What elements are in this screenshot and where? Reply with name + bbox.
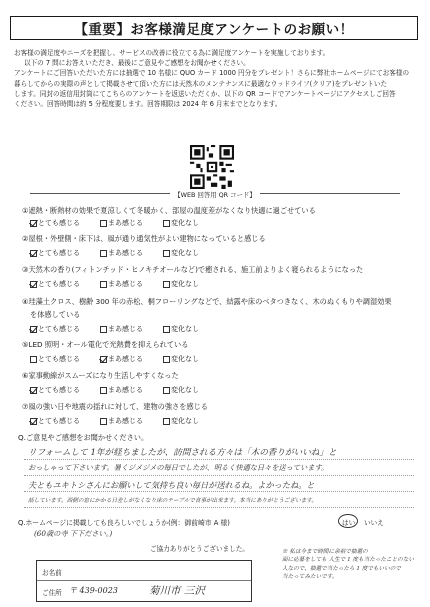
name-label: お名前 (42, 569, 62, 577)
checkbox[interactable] (163, 281, 170, 288)
question-5: ⑤LED 照明・オール電化で光熱費を抑えられている (22, 340, 189, 349)
option-somewhat[interactable]: まあ感じる (100, 218, 143, 228)
publish-no[interactable]: いいえ (364, 519, 384, 527)
checkbox[interactable] (30, 418, 37, 425)
option-very[interactable]: とても感じる (30, 416, 80, 426)
option-somewhat[interactable]: まあ感じる (100, 279, 143, 289)
checkbox[interactable] (100, 250, 107, 257)
question-7: ⑦風の強い日や地震の揺れに対して、建物の強さを感じる (22, 402, 208, 411)
comment-line: 夫ともユキトシさんにお願いして気持ち良い毎日が送れるね。よかったね。と (28, 480, 315, 490)
checkbox[interactable] (30, 281, 37, 288)
intro-text (14, 48, 416, 109)
side-note (282, 548, 430, 582)
thanks-text: ご協力ありがとうございました。 (150, 545, 249, 553)
question-3: ③天然木の香り(フィトンチッド・ヒノキチオールなど)で癒される、施工前よりよく寝られるようになった (22, 265, 364, 274)
address-label: ご住所 (42, 589, 62, 597)
option-very[interactable]: とても感じる (30, 218, 80, 228)
option-nochange[interactable]: 変化なし (163, 279, 199, 289)
comment-line: 話しています。西側の窓にかかる日差しがなくなり床のテーブルで食事が出来ます。本当にありがとうございます。 (28, 498, 318, 504)
option-somewhat[interactable]: まあ感じる (100, 324, 143, 334)
checkbox[interactable] (100, 418, 107, 425)
checkbox[interactable] (163, 250, 170, 257)
checkbox[interactable] (163, 418, 170, 425)
divider (37, 580, 251, 581)
option-nochange[interactable]: 変化なし (163, 324, 199, 334)
checkbox[interactable] (100, 281, 107, 288)
checkbox[interactable] (100, 356, 107, 363)
comment-rule (24, 507, 414, 508)
checkbox[interactable] (163, 220, 170, 227)
intro-line: 以下の 7 問にお答えいただき、最後にご意見やご感想をお聞かせください。 (24, 59, 250, 68)
comment-area[interactable] (24, 445, 414, 511)
checkbox[interactable] (100, 220, 107, 227)
option-very[interactable]: とても感じる (30, 354, 80, 364)
comment-rule (24, 459, 414, 460)
comment-rule (24, 475, 414, 476)
note-line: ※ 私は今まで時間に余裕で抽選の (282, 549, 368, 555)
option-nochange[interactable]: 変化なし (163, 385, 199, 395)
name-address-box (36, 560, 252, 602)
option-nochange[interactable]: 変化なし (163, 248, 199, 258)
intro-line: ください。回答時間は約 5 分程度要します。回答期限は 2024 年 6 月末までとなります。 (14, 100, 282, 109)
question-3-options (30, 279, 199, 289)
checkbox[interactable] (30, 250, 37, 257)
checkbox[interactable] (163, 326, 170, 333)
intro-line: します。同封の返信用封筒にてこちらのアンケートを返送いただくか、以下の QR コードでアンケートページにアクセスしご回答 (14, 89, 396, 98)
question-4: ④珪藻土クロス、樹齢 300 年の赤松、桐フローリングなどで、結露や床のベタつきなく、木のぬくもりや調湿効果 (22, 297, 392, 306)
question-4-cont: を体感している (30, 310, 81, 319)
checkbox[interactable] (100, 326, 107, 333)
question-4-options (30, 324, 199, 334)
qr-code-icon[interactable] (190, 145, 234, 189)
address-postal: 〒 439-0023 (69, 586, 118, 595)
question-2: ②屋根・外壁側・床下は、風が通り通気性がよい建物になっていると感じる (22, 234, 266, 243)
publish-handwritten: (60歳の寺 下下ださい。) (34, 529, 113, 538)
option-very[interactable]: とても感じる (30, 248, 80, 258)
question-7-options (30, 416, 199, 426)
publish-question: Q.ホームページに掲載しても良ろしいでしょうか(例：御前崎市 A 様) (18, 519, 230, 527)
option-somewhat[interactable]: まあ感じる (100, 385, 143, 395)
question-6: ⑥家事動線がスムーズになり生活しやすくなった (22, 371, 179, 380)
option-nochange[interactable]: 変化なし (163, 416, 199, 426)
publish-yes[interactable]: はい (342, 519, 356, 527)
question-1-options (30, 218, 199, 228)
page-title: 【重要】お客様満足度アンケートのお願い！ (10, 16, 418, 40)
question-5-options (30, 354, 199, 364)
comment-prompt: Q.ご意見やご感想をお聞かせください。 (18, 433, 149, 442)
option-somewhat[interactable]: まあ感じる (100, 416, 143, 426)
option-nochange[interactable]: 変化なし (163, 218, 199, 228)
comment-rule (24, 491, 414, 492)
question-6-options (30, 385, 199, 395)
note-line: 当たってみたいです。 (282, 574, 338, 581)
note-line: 人なので、抽選で当たったら 1 度でもいいので (282, 565, 401, 572)
option-very[interactable]: とても感じる (30, 385, 80, 395)
option-very[interactable]: とても感じる (30, 324, 80, 334)
qr-caption: 【WEB 回答用 QR コード】 (130, 190, 300, 199)
checkbox[interactable] (163, 387, 170, 394)
checkbox[interactable] (30, 387, 37, 394)
checkbox[interactable] (100, 387, 107, 394)
option-somewhat[interactable]: まあ感じる (100, 354, 143, 364)
question-1: ①遮熱・断熱材の効果で夏涼しくて冬暖かく、部屋の温度差がなくなり快適に過ごせている (22, 206, 316, 215)
intro-line: アンケートにご回答いただいた方には抽選で 10 名様に QUO カード 1000 円分をプレゼント！さらに弊社ホームページにてお客様の (14, 69, 410, 78)
address-city: 菊川市 三沢 (149, 585, 205, 597)
intro-line: 暮らしてからの実際の声として掲載させて頂いた方には天然木のメンテナンスに最適なウッドライフ(クリア)をプレゼントいた (14, 79, 388, 88)
question-2-options (30, 248, 199, 258)
checkbox[interactable] (30, 326, 37, 333)
checkbox[interactable] (163, 356, 170, 363)
intro-line: お客様の満足度やニーズを把握し、サービスの改善に役立てる為に満足度アンケートを実施しております。 (14, 49, 330, 57)
checkbox[interactable] (30, 356, 37, 363)
checkbox[interactable] (30, 220, 37, 227)
option-somewhat[interactable]: まあ感じる (100, 248, 143, 258)
option-very[interactable]: とても感じる (30, 279, 80, 289)
comment-line: リフォームして 1年が経ちましたが、訪問される方々は「木の香りがいいね」と (28, 448, 337, 458)
comment-line: おっしゃって下さいます。暑くジメジメの毎日でしたが、明るく快適な日々を送っています。 (28, 463, 329, 472)
option-nochange[interactable]: 変化なし (163, 354, 199, 364)
note-line: 面に応募をしても 人生で 1 度も当たったことのない (282, 557, 414, 564)
